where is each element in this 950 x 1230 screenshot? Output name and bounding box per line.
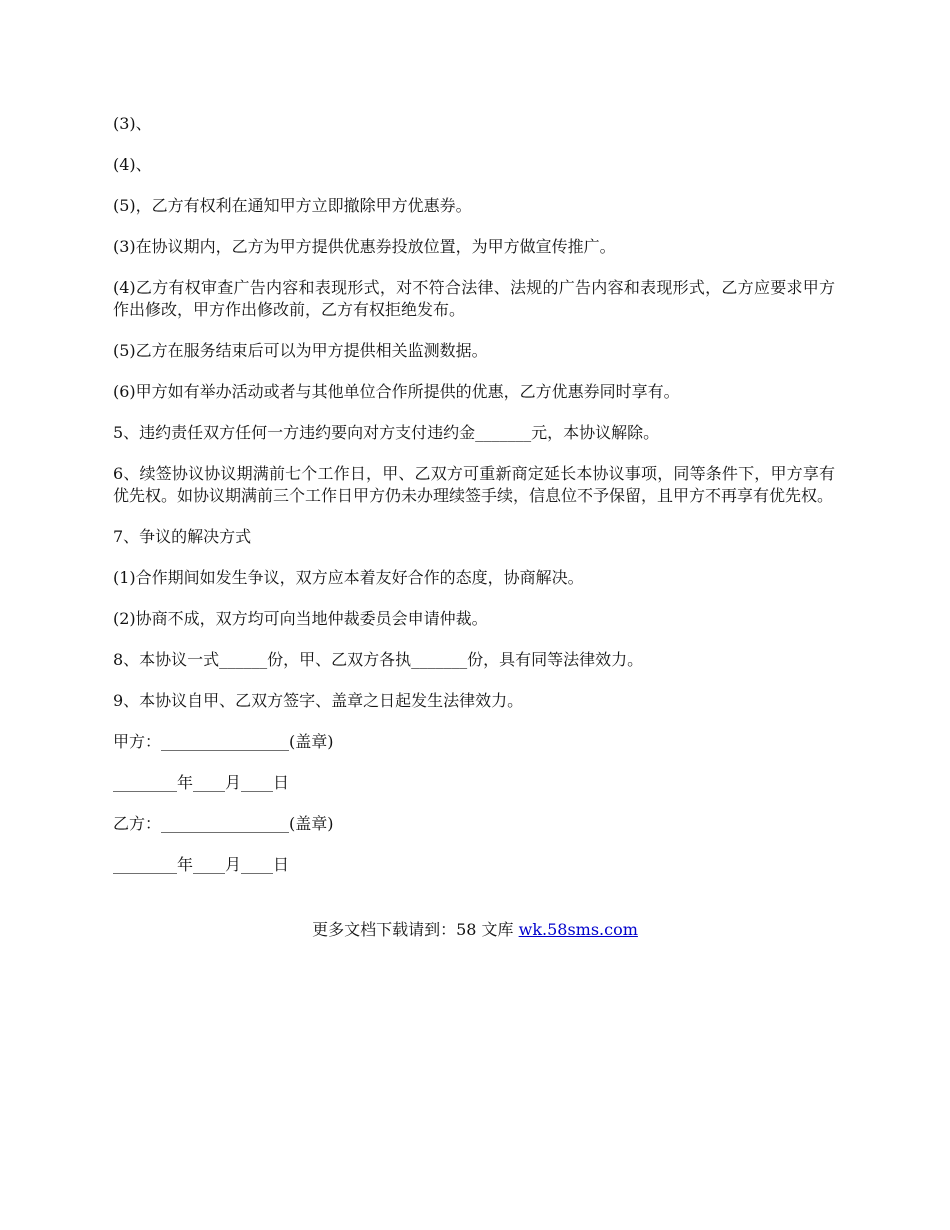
party-b-signature: 乙方：________________(盖章): [113, 814, 334, 833]
clause-5-remove-coupon: (5)，乙方有权利在通知甲方立即撤除甲方优惠券。: [113, 196, 472, 215]
clause-effective: 9、本协议自甲、乙双方签字、盖章之日起发生法律效力。: [113, 691, 524, 710]
party-a-signature: 甲方：________________(盖章): [113, 732, 334, 751]
clause-breach-liability: 5、违约责任双方任何一方违约要向对方支付违约金_______元，本协议解除。: [113, 423, 660, 442]
footer-download-note: [0, 919, 950, 941]
clause-copies: 8、本协议一式______份，甲、乙双方各执_______份，具有同等法律效力。: [113, 650, 644, 669]
party-a-date: ________年____月____日: [113, 773, 290, 792]
party-b-duty-5: (5)乙方在服务结束后可以为甲方提供相关监测数据。: [113, 341, 488, 360]
clause-4-blank: (4)、: [113, 155, 152, 174]
footer-link[interactable]: wk.58sms.com: [518, 920, 638, 939]
dispute-item-2: (2)协商不成，双方均可向当地仲裁委员会申请仲裁。: [113, 609, 488, 628]
footer-prefix: 更多文档下载请到：58 文库: [312, 920, 519, 939]
party-b-duty-4: (4)乙方有权审查广告内容和表现形式，对不符合法律、法规的广告内容和表现形式，乙方应要求甲方作出修改，甲方作出修改前，乙方有权拒绝发布。: [113, 278, 835, 319]
clause-dispute-heading: 7、争议的解决方式: [113, 527, 252, 546]
clause-renewal: 6、续签协议协议期满前七个工作日，甲、乙双方可重新商定延长本协议事项，同等条件下，甲方享有优先权。如协议期满前三个工作日甲方仍未办理续签手续，信息位不予保留，且甲方不再享有优先权。: [113, 464, 835, 505]
party-b-duty-6: (6)甲方如有举办活动或者与其他单位合作所提供的优惠，乙方优惠券同时享有。: [113, 382, 680, 401]
party-b-duty-3: (3)在协议期内，乙方为甲方提供优惠券投放位置，为甲方做宣传推广。: [113, 237, 616, 256]
dispute-item-1: (1)合作期间如发生争议，双方应本着友好合作的态度，协商解决。: [113, 568, 584, 587]
clause-3-blank: (3)、: [113, 114, 152, 133]
party-b-date: ________年____月____日: [113, 855, 290, 874]
document-body: [113, 113, 835, 895]
